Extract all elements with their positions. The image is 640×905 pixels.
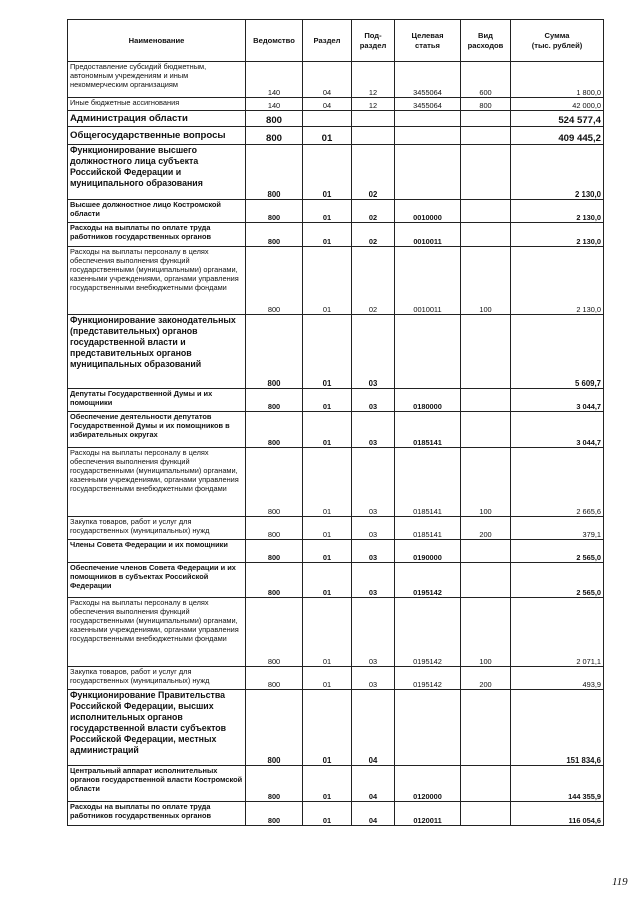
row-section: 01 bbox=[303, 802, 352, 826]
row-section: 01 bbox=[303, 315, 352, 389]
row-expense-type: 200 bbox=[461, 517, 511, 540]
row-name: Закупка товаров, работ и услуг для государственных (муниципальных) нужд bbox=[68, 517, 246, 540]
row-target: 0180000 bbox=[395, 389, 461, 412]
row-section: 01 bbox=[303, 145, 352, 200]
row-name: Расходы на выплаты персоналу в целях обеспечения выполнения функций государственными (муниципальными) органами, казенными учреждениями, органами управления государственными внебюджетными фондами bbox=[68, 247, 246, 315]
row-subsection: 03 bbox=[352, 315, 395, 389]
row-target: 0010011 bbox=[395, 247, 461, 315]
row-department: 800 bbox=[246, 247, 303, 315]
row-target: 0120011 bbox=[395, 802, 461, 826]
row-expense-type: 200 bbox=[461, 667, 511, 690]
row-amount: 409 445,2 bbox=[511, 127, 604, 145]
row-target bbox=[395, 145, 461, 200]
row-department: 800 bbox=[246, 690, 303, 766]
row-amount: 42 000,0 bbox=[511, 98, 604, 111]
row-amount: 2 565,0 bbox=[511, 540, 604, 563]
row-expense-type bbox=[461, 563, 511, 598]
row-name: Расходы на выплаты персоналу в целях обеспечения выполнения функций государственными (муниципальными) органами, казенными учреждениями, органами управления государственными внебюджетными фондами bbox=[68, 598, 246, 667]
table-row bbox=[68, 448, 604, 517]
row-amount: 5 609,7 bbox=[511, 315, 604, 389]
row-target bbox=[395, 127, 461, 145]
row-target: 0185141 bbox=[395, 412, 461, 448]
row-expense-type bbox=[461, 127, 511, 145]
row-target: 0185141 bbox=[395, 517, 461, 540]
row-target: 0010000 bbox=[395, 200, 461, 223]
row-amount: 2 665,6 bbox=[511, 448, 604, 517]
row-target: 0120000 bbox=[395, 766, 461, 802]
table-row bbox=[68, 766, 604, 802]
header-amount: Сумма (тыс. рублей) bbox=[511, 20, 604, 62]
row-name: Функционирование законодательных (представительных) органов государственной власти и представительных органов муниципальных образований bbox=[68, 315, 246, 389]
table-row bbox=[68, 98, 604, 111]
row-section: 01 bbox=[303, 766, 352, 802]
row-section: 01 bbox=[303, 127, 352, 145]
row-department: 800 bbox=[246, 598, 303, 667]
table-row bbox=[68, 145, 604, 200]
row-amount: 3 044,7 bbox=[511, 389, 604, 412]
row-subsection: 02 bbox=[352, 247, 395, 315]
header-department: Ведомство bbox=[246, 20, 303, 62]
table-row bbox=[68, 690, 604, 766]
row-department: 800 bbox=[246, 389, 303, 412]
row-subsection bbox=[352, 127, 395, 145]
row-name: Общегосударственные вопросы bbox=[68, 127, 246, 145]
row-target: 3455064 bbox=[395, 98, 461, 111]
row-section: 01 bbox=[303, 598, 352, 667]
row-expense-type: 800 bbox=[461, 98, 511, 111]
row-section: 01 bbox=[303, 223, 352, 247]
row-department: 800 bbox=[246, 412, 303, 448]
row-subsection: 03 bbox=[352, 448, 395, 517]
row-amount: 144 355,9 bbox=[511, 766, 604, 802]
row-name: Иные бюджетные ассигнования bbox=[68, 98, 246, 111]
table-row bbox=[68, 223, 604, 247]
row-department: 800 bbox=[246, 448, 303, 517]
row-target: 0195142 bbox=[395, 598, 461, 667]
table-row bbox=[68, 802, 604, 826]
row-department: 800 bbox=[246, 145, 303, 200]
row-expense-type: 100 bbox=[461, 598, 511, 667]
table-row bbox=[68, 598, 604, 667]
row-department: 800 bbox=[246, 540, 303, 563]
row-department: 800 bbox=[246, 111, 303, 127]
row-section: 01 bbox=[303, 563, 352, 598]
row-name: Предоставление субсидий бюджетным, автономным учреждениям и иным некоммерческим организациям bbox=[68, 62, 246, 98]
row-target bbox=[395, 690, 461, 766]
row-department: 800 bbox=[246, 127, 303, 145]
row-target bbox=[395, 315, 461, 389]
row-amount: 3 044,7 bbox=[511, 412, 604, 448]
row-name: Расходы на выплаты по оплате труда работников государственных органов bbox=[68, 223, 246, 247]
table-row bbox=[68, 563, 604, 598]
row-section: 01 bbox=[303, 690, 352, 766]
table-row bbox=[68, 540, 604, 563]
row-subsection: 12 bbox=[352, 62, 395, 98]
row-expense-type: 100 bbox=[461, 247, 511, 315]
row-amount: 1 800,0 bbox=[511, 62, 604, 98]
row-name: Центральный аппарат исполнительных органов государственной власти Костромской области bbox=[68, 766, 246, 802]
row-target: 3455064 bbox=[395, 62, 461, 98]
header-target-article: Целевая статья bbox=[395, 20, 461, 62]
table-row bbox=[68, 517, 604, 540]
row-subsection: 03 bbox=[352, 563, 395, 598]
row-section bbox=[303, 111, 352, 127]
row-department: 800 bbox=[246, 563, 303, 598]
row-section: 01 bbox=[303, 667, 352, 690]
row-subsection: 02 bbox=[352, 200, 395, 223]
row-expense-type: 100 bbox=[461, 448, 511, 517]
row-section: 01 bbox=[303, 412, 352, 448]
row-expense-type bbox=[461, 690, 511, 766]
row-subsection: 03 bbox=[352, 598, 395, 667]
row-subsection: 04 bbox=[352, 802, 395, 826]
row-name: Депутаты Государственной Думы и их помощники bbox=[68, 389, 246, 412]
row-target: 0010011 bbox=[395, 223, 461, 247]
row-name: Обеспечение деятельности депутатов Государственной Думы и их помощников в избирательных округах bbox=[68, 412, 246, 448]
table-row bbox=[68, 111, 604, 127]
row-department: 800 bbox=[246, 223, 303, 247]
row-subsection: 02 bbox=[352, 223, 395, 247]
row-expense-type bbox=[461, 802, 511, 826]
row-expense-type bbox=[461, 315, 511, 389]
row-expense-type bbox=[461, 223, 511, 247]
row-expense-type bbox=[461, 412, 511, 448]
row-expense-type bbox=[461, 389, 511, 412]
row-expense-type bbox=[461, 200, 511, 223]
row-amount: 524 577,4 bbox=[511, 111, 604, 127]
row-amount: 2 130,0 bbox=[511, 223, 604, 247]
row-name: Расходы на выплаты по оплате труда работников государственных органов bbox=[68, 802, 246, 826]
row-subsection: 03 bbox=[352, 517, 395, 540]
row-name: Функционирование высшего должностного лица субъекта Российской Федерации и муниципального образования bbox=[68, 145, 246, 200]
row-section: 04 bbox=[303, 98, 352, 111]
table-body bbox=[68, 62, 604, 826]
row-subsection: 02 bbox=[352, 145, 395, 200]
table-row bbox=[68, 200, 604, 223]
row-department: 800 bbox=[246, 667, 303, 690]
row-subsection bbox=[352, 111, 395, 127]
row-subsection: 12 bbox=[352, 98, 395, 111]
row-amount: 151 834,6 bbox=[511, 690, 604, 766]
table-row bbox=[68, 667, 604, 690]
row-subsection: 04 bbox=[352, 690, 395, 766]
row-section: 01 bbox=[303, 247, 352, 315]
row-amount: 2 130,0 bbox=[511, 145, 604, 200]
row-section: 01 bbox=[303, 517, 352, 540]
row-expense-type bbox=[461, 540, 511, 563]
row-amount: 2 565,0 bbox=[511, 563, 604, 598]
table-header bbox=[68, 20, 604, 62]
row-expense-type bbox=[461, 145, 511, 200]
row-department: 800 bbox=[246, 517, 303, 540]
row-name: Закупка товаров, работ и услуг для государственных (муниципальных) нужд bbox=[68, 667, 246, 690]
row-section: 01 bbox=[303, 448, 352, 517]
row-department: 800 bbox=[246, 802, 303, 826]
row-expense-type: 600 bbox=[461, 62, 511, 98]
page-number: 119 bbox=[612, 876, 628, 888]
row-name: Члены Совета Федерации и их помощники bbox=[68, 540, 246, 563]
budget-table bbox=[67, 19, 604, 826]
row-amount: 493,9 bbox=[511, 667, 604, 690]
header-name: Наименование bbox=[68, 20, 246, 62]
row-amount: 2 071,1 bbox=[511, 598, 604, 667]
row-target: 0185141 bbox=[395, 448, 461, 517]
row-amount: 2 130,0 bbox=[511, 200, 604, 223]
row-amount: 2 130,0 bbox=[511, 247, 604, 315]
row-name: Функционирование Правительства Российской Федерации, высших исполнительных органов государственной власти субъектов Российской Федерации, местных администраций bbox=[68, 690, 246, 766]
table-row bbox=[68, 412, 604, 448]
row-subsection: 03 bbox=[352, 412, 395, 448]
row-expense-type bbox=[461, 766, 511, 802]
row-name: Высшее должностное лицо Костромской области bbox=[68, 200, 246, 223]
table-row bbox=[68, 247, 604, 315]
row-target: 0195142 bbox=[395, 667, 461, 690]
row-section: 01 bbox=[303, 200, 352, 223]
row-subsection: 03 bbox=[352, 389, 395, 412]
row-target: 0195142 bbox=[395, 563, 461, 598]
row-target: 0190000 bbox=[395, 540, 461, 563]
row-department: 800 bbox=[246, 315, 303, 389]
row-section: 01 bbox=[303, 540, 352, 563]
row-amount: 379,1 bbox=[511, 517, 604, 540]
row-target bbox=[395, 111, 461, 127]
row-department: 140 bbox=[246, 98, 303, 111]
row-name: Расходы на выплаты персоналу в целях обеспечения выполнения функций государственными (муниципальными) органами, казенными учреждениями, органами управления государственными внебюджетными фондами bbox=[68, 448, 246, 517]
row-section: 04 bbox=[303, 62, 352, 98]
row-department: 800 bbox=[246, 766, 303, 802]
row-amount: 116 054,6 bbox=[511, 802, 604, 826]
row-name: Обеспечение членов Совета Федерации и их помощников в субъектах Российской Федерации bbox=[68, 563, 246, 598]
row-department: 800 bbox=[246, 200, 303, 223]
budget-document bbox=[67, 19, 603, 826]
row-expense-type bbox=[461, 111, 511, 127]
row-department: 140 bbox=[246, 62, 303, 98]
table-row bbox=[68, 127, 604, 145]
row-subsection: 03 bbox=[352, 540, 395, 563]
header-expense-type: Вид расходов bbox=[461, 20, 511, 62]
table-row bbox=[68, 62, 604, 98]
row-section: 01 bbox=[303, 389, 352, 412]
row-name: Администрация области bbox=[68, 111, 246, 127]
table-row bbox=[68, 315, 604, 389]
header-subsection: Под- раздел bbox=[352, 20, 395, 62]
header-section: Раздел bbox=[303, 20, 352, 62]
row-subsection: 04 bbox=[352, 766, 395, 802]
row-subsection: 03 bbox=[352, 667, 395, 690]
table-row bbox=[68, 389, 604, 412]
